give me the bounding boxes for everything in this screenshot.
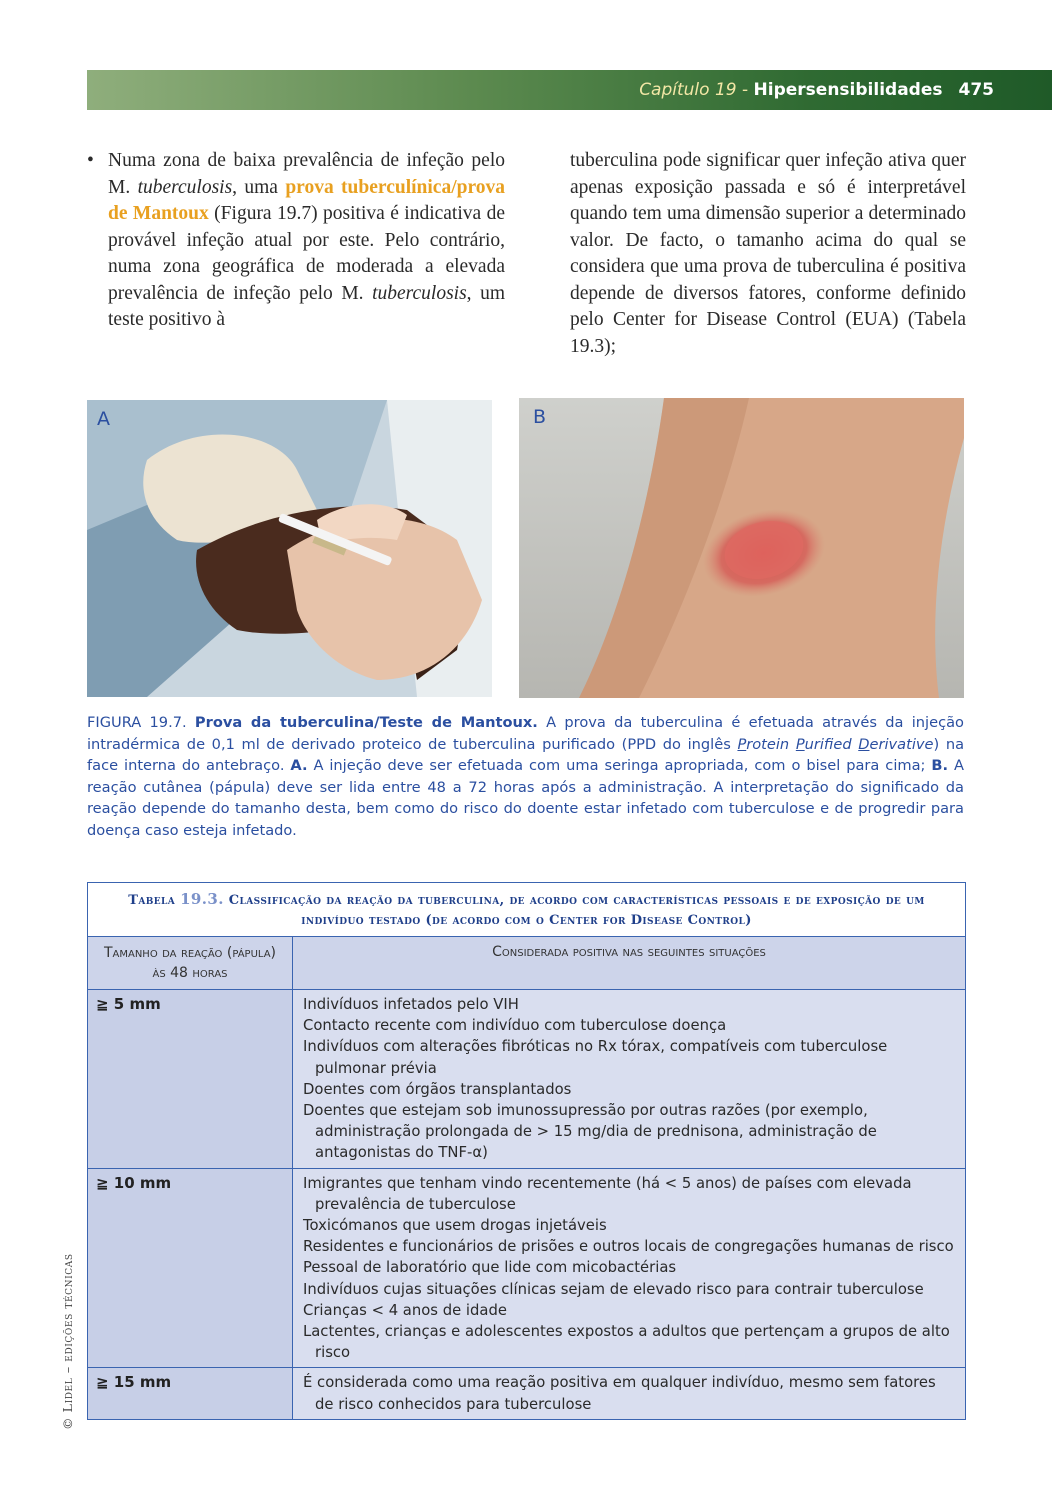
list-item: Contacto recente com indivíduo com tuberculose doença (303, 1017, 727, 1035)
caption-title: Prova da tuberculina/Teste de Mantoux. (194, 714, 538, 731)
highlighted-term: prova tuberculínica/prova de Mantoux (108, 176, 506, 224)
caption-underline: P (737, 735, 747, 753)
caption-text: A prova da tuberculina é efetuada através da injeção intradérmica de 0,1 ml de derivado proteico de tuberculina purificado (PPD do inglês (87, 714, 964, 753)
text-run: (Figura 19.7) positiva é indicativa de provável infeção atual por este. Pelo contrário, numa zona geográfica de moderada a elevada prevalência de infeção pelo M. (108, 203, 506, 304)
list-item: Pessoal de laboratório que lide com micobactérias (303, 1259, 677, 1277)
table-row (88, 1367, 965, 1418)
row-items (293, 1368, 965, 1418)
column-header-situations: Considerada positiva nas seguintes situações (293, 937, 965, 989)
caption-underline: D (858, 735, 870, 753)
caption-text: urified (804, 735, 859, 753)
row-size: ≧ 15 mm (88, 1368, 293, 1418)
italic-term: tuberculosis (372, 282, 467, 304)
italic-term: tuberculosis (137, 176, 233, 198)
table-number: 19.3. (180, 890, 224, 908)
tuberculin-table (87, 882, 966, 1420)
table-title-prefix: Tabela (128, 893, 181, 908)
list-item: Residentes e funcionários de prisões e outros locais de congregações humanas de risco (303, 1238, 954, 1256)
body-column-left (87, 148, 505, 334)
chapter-header-band (87, 70, 1052, 110)
table-row (88, 1168, 965, 1368)
caption-text: A reação cutânea (pápula) deve ser lida entre 48 a 72 horas após a administração. A interpretação do significado da reação depende do tamanho desta, bem como do risco do doente estar infetado com tuberculose e de progredir para doença caso esteja infetado. (87, 757, 964, 839)
caption-label-a: A. (290, 757, 308, 774)
list-item: Indivíduos cujas situações clínicas sejam de elevado risco para contrair tuberculose (303, 1280, 924, 1298)
text-run: , uma (232, 176, 286, 198)
publisher-side-text: © Lidel – edições técnicas (60, 1253, 75, 1430)
caption-underline: P (795, 735, 805, 753)
photo-label-a: A (97, 408, 110, 430)
list-item: Toxicómanos que usem drogas injetáveis (303, 1217, 607, 1235)
list-item: Indivíduos infetados pelo VIH (303, 996, 519, 1013)
row-size: ≧ 10 mm (88, 1169, 293, 1368)
list-item: Doentes com órgãos transplantados (303, 1080, 572, 1098)
page-number: 475 (958, 80, 994, 100)
text-run: , um teste positivo à (108, 282, 505, 330)
table-header-row (88, 937, 965, 989)
table-row (88, 989, 965, 1168)
list-item: Lactentes, crianças e adolescentes expostos a adultos que pertençam a grupos de alto risco (303, 1323, 950, 1362)
list-item: É considerada como uma reação positiva em qualquer indivíduo, mesmo sem fatores de risco conhecidos para tuberculose (303, 1374, 936, 1413)
photo-label-b: B (533, 406, 547, 428)
table-title (88, 883, 965, 937)
header-separator: - (736, 80, 754, 100)
row-items (293, 1169, 965, 1368)
row-items (293, 990, 965, 1168)
bullet-marker: • (87, 150, 94, 171)
caption-label-b: B. (931, 757, 949, 774)
text-run: Numa zona de baixa prevalência de infeção pelo M. (108, 150, 505, 198)
chapter-topic: Hipersensibilidades (753, 80, 943, 100)
list-item: Imigrantes que tenham vindo recentemente (há < 5 anos) de países com elevada prevalência de tuberculose (303, 1174, 912, 1213)
list-item: Indivíduos com alterações fibróticas no Rx tórax, compatíveis com tuberculose pulmonar prévia (303, 1038, 888, 1077)
chapter-header-text (639, 80, 994, 100)
caption-text: erivative (869, 735, 934, 753)
caption-text: ) na face interna do antebraço. (87, 735, 965, 774)
caption-text: A injeção deve ser efetuada com uma seringa apropriada, com o bisel para cima; (307, 757, 932, 774)
list-item: Crianças < 4 anos de idade (303, 1301, 507, 1319)
figure-caption (87, 712, 964, 841)
caption-prefix: FIGURA 19.7. (87, 714, 195, 731)
chapter-label: Capítulo 19 (639, 80, 737, 100)
bullet-paragraph (108, 148, 505, 334)
row-size: ≧ 5 mm (88, 990, 293, 1168)
photo-skin-reaction (519, 398, 964, 698)
column-header-size: Tamanho da reação (pápula) às 48 horas (88, 937, 293, 989)
list-item: Doentes que estejam sob imunossupressão por outras razões (por exemplo, administração prolongada de > 15 mg/dia de prednisona, administração de antagonistas do TNF-α) (303, 1102, 877, 1162)
caption-text: rotein (746, 735, 796, 753)
photo-mantoux-injection (87, 400, 492, 697)
table-title-text: Classificação da reação da tuberculina, de acordo com características pessoais e de exposição de um indivíduo testado (de acordo com o Center for Disease Control) (223, 893, 925, 928)
body-column-right: tuberculina pode significar quer infeção ativa quer apenas exposição passada e só é interpretável quando tem uma dimensão superior a determinado valor. De facto, o tamanho acima do qual se considera que uma prova de tuberculina é positiva depende de diversos fatores, conforme definido pelo Center for Disease Control (EUA) (Tabela 19.3); (570, 150, 966, 357)
